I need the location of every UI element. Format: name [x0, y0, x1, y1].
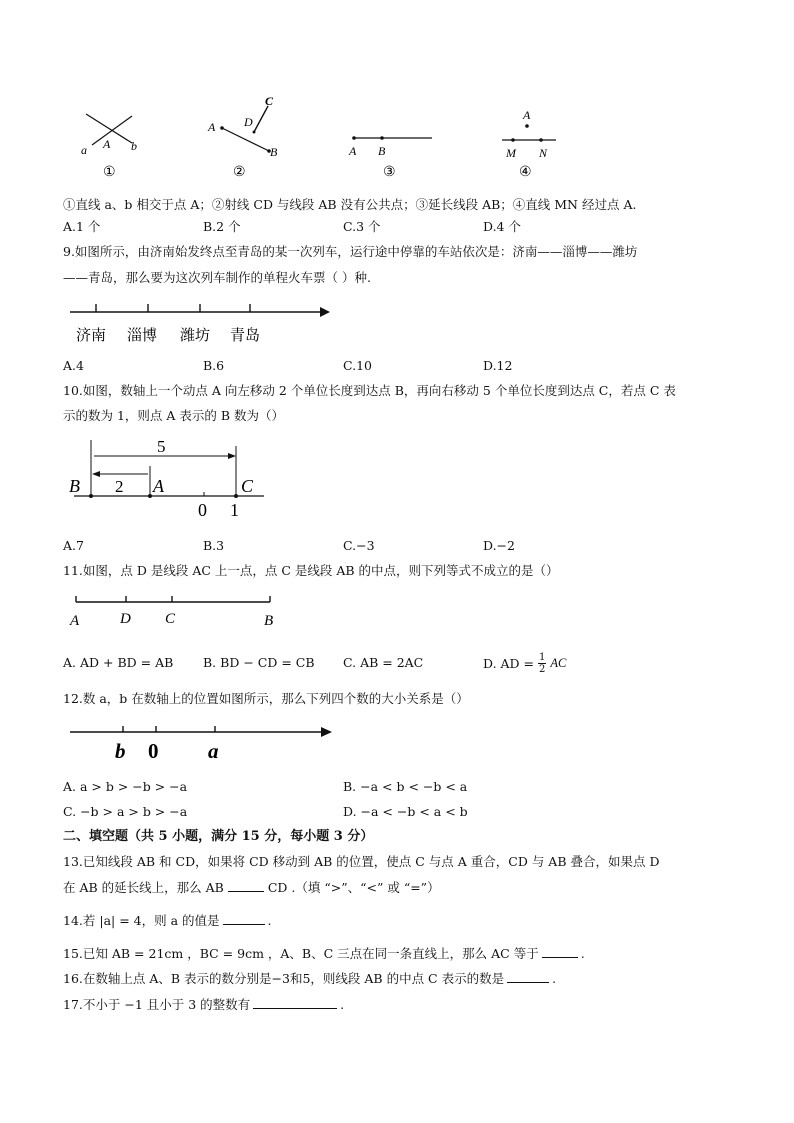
- q15-end: .: [580, 946, 585, 961]
- q10-stem-line1: 10.如图，数轴上一个动点 A 向左移动 2 个单位长度到达点 B，再向右移动 5 个单位长度到达点 C，若点 C 表: [63, 383, 676, 398]
- q8-fig2-label-A: A: [208, 120, 216, 134]
- q8-fig2-number: ②: [233, 165, 246, 180]
- q12-option-c[interactable]: C. −b > a > b > −a: [63, 804, 188, 819]
- q10-length-2: 2: [115, 477, 124, 496]
- q10-number-line-figure: [64, 432, 274, 524]
- q13-answer-blank[interactable]: [228, 879, 264, 892]
- q8-fig2-label-C: C: [265, 94, 274, 108]
- q14: [63, 912, 272, 929]
- q16-text: 16.在数轴上点 A、B 表示的数分别是−3和5，则线段 AB 的中点 C 表示的数是: [63, 971, 505, 986]
- q9-option-d[interactable]: D.12: [483, 358, 513, 373]
- q8-fig3-number: ③: [383, 165, 396, 180]
- q12-label-a: a: [208, 739, 219, 763]
- q15: [63, 945, 585, 962]
- q10-option-d[interactable]: D.−2: [483, 538, 515, 553]
- q14-text: 14.若 |a| = 4，则 a 的值是: [63, 913, 220, 928]
- q10-option-a[interactable]: A.7: [63, 538, 84, 553]
- q13-line1: 13.已知线段 AB 和 CD，如果将 CD 移动到 AB 的位置，使点 C 与点 A 重合，CD 与 AB 叠合，如果点 D: [63, 854, 660, 869]
- q8-option-d[interactable]: D.4 个: [483, 219, 521, 234]
- q13-line2-text-b: CD .（填 “>”、“<” 或 “=”）: [267, 880, 440, 895]
- q15-answer-blank[interactable]: [542, 945, 578, 958]
- q11-segment-figure: [66, 590, 286, 632]
- q8-fig3-label-A: A: [349, 144, 357, 158]
- q12-option-a[interactable]: A. a > b > −b > −a: [63, 779, 188, 794]
- q10-point-C: C: [241, 476, 254, 496]
- q9-stem-line1: 9.如图所示，由济南始发终点至青岛的某一次列车，运行途中停靠的车站依次是：济南——淄博——潍坊: [63, 244, 638, 259]
- q11-option-c[interactable]: C. AB = 2AC: [343, 655, 424, 670]
- q8-fig4-number: ④: [519, 165, 532, 180]
- q11-point-D: D: [120, 611, 131, 627]
- q17-answer-blank[interactable]: [253, 996, 337, 1009]
- q11-point-A: A: [70, 613, 80, 629]
- q10-option-b[interactable]: B.3: [203, 538, 225, 553]
- q11-option-d-numerator: 1: [539, 651, 546, 663]
- q8-figure-4: [502, 108, 556, 180]
- q8-fig1-number: ①: [103, 165, 116, 180]
- q11-option-d-denominator: 2: [539, 663, 546, 675]
- section-2-title: 二、填空题（共 5 小题，满分 15 分，每小题 3 分）: [63, 829, 374, 844]
- q10-tick-0: 0: [198, 500, 207, 520]
- q12-stem: 12.数 a，b 在数轴上的位置如图所示，那么下列四个数的大小关系是（）: [63, 691, 469, 706]
- q15-text: 15.已知 AB = 21cm ，BC = 9cm ，A、B、C 三点在同一条直线上，那么 AC 等于: [63, 946, 539, 961]
- q8-fig4-label-M: M: [506, 146, 516, 160]
- q11-option-d-prefix: D. AD =: [483, 655, 535, 671]
- q9-station-zibo: 淄博: [127, 328, 158, 344]
- q10-point-A: A: [153, 476, 164, 496]
- q8-fig2-label-B: B: [270, 145, 278, 159]
- q8-figure-1: [81, 114, 137, 180]
- q9-stem-line2: ——青岛，那么要为这次列车制作的单程火车票（ ）种.: [63, 270, 371, 285]
- q11-option-a[interactable]: A. AD + BD = AB: [63, 655, 174, 670]
- q16: [63, 970, 556, 987]
- q10-tick-1: 1: [230, 500, 239, 520]
- q12-label-0: 0: [148, 739, 159, 763]
- q9-station-weifang: 潍坊: [180, 328, 211, 344]
- q11-stem: 11.如图，点 D 是线段 AC 上一点，点 C 是线段 AB 的中点，则下列等式不成立的是（）: [63, 563, 559, 578]
- q14-answer-blank[interactable]: [223, 912, 265, 925]
- q8-fig4-label-N: N: [539, 146, 548, 160]
- q9-option-a[interactable]: A.4: [63, 358, 84, 373]
- q8-figures: [0, 88, 794, 188]
- q12-number-line-figure: [66, 718, 341, 770]
- q9-station-qingdao: 青岛: [230, 328, 261, 344]
- q11-option-d-fraction: [538, 652, 546, 675]
- q16-end: .: [552, 971, 557, 986]
- q17-text: 17.不小于 −1 且小于 3 的整数有: [63, 997, 251, 1012]
- q10-point-B: B: [69, 476, 80, 496]
- q17-end: .: [340, 997, 345, 1012]
- q8-statement: ①直线 a、b 相交于点 A；②射线 CD 与线段 AB 没有公共点；③延长线段 AB；④直线 MN 经过点 A.: [63, 197, 637, 212]
- q13-line2-text-a: 在 AB 的延长线上，那么 AB: [63, 880, 224, 895]
- q11-option-b[interactable]: B. BD − CD = CB: [203, 655, 315, 670]
- q8-fig3-label-B: B: [378, 144, 386, 158]
- q10-length-5: 5: [157, 437, 166, 456]
- q12-option-d[interactable]: D. −a < −b < a < b: [343, 804, 468, 819]
- q8-fig1-label-A: A: [103, 137, 111, 151]
- q14-end: .: [267, 913, 272, 928]
- q12-option-b[interactable]: B. −a < b < −b < a: [343, 779, 468, 794]
- q10-option-c[interactable]: C.−3: [343, 538, 375, 553]
- q8-fig4-label-A: A: [523, 108, 531, 122]
- q9-route-figure: [66, 294, 341, 348]
- q11-point-C: C: [165, 611, 176, 627]
- q17: [63, 996, 344, 1013]
- q11-option-d[interactable]: [483, 648, 566, 678]
- q9-option-c[interactable]: C.10: [343, 358, 372, 373]
- q8-option-a[interactable]: A.1 个: [63, 219, 101, 234]
- q13-line2: [63, 879, 440, 896]
- q8-figure-2: [207, 94, 278, 180]
- q8-option-b[interactable]: B.2 个: [203, 219, 241, 234]
- q12-label-b: b: [115, 739, 126, 763]
- q8-fig1-label-a: a: [81, 143, 87, 157]
- q11-point-B: B: [264, 613, 274, 629]
- q8-figure-3: [348, 136, 432, 180]
- q8-fig2-label-D: D: [244, 115, 253, 129]
- q10-stem-line2: 示的数为 1，则点 A 表示的 B 数为（）: [63, 408, 285, 423]
- q9-option-b[interactable]: B.6: [203, 358, 225, 373]
- q11-option-d-suffix: AC: [550, 655, 567, 670]
- q8-fig1-label-b: b: [131, 139, 137, 153]
- q16-answer-blank[interactable]: [507, 970, 549, 983]
- q9-station-jinan: 济南: [76, 328, 107, 344]
- q8-option-c[interactable]: C.3 个: [343, 219, 381, 234]
